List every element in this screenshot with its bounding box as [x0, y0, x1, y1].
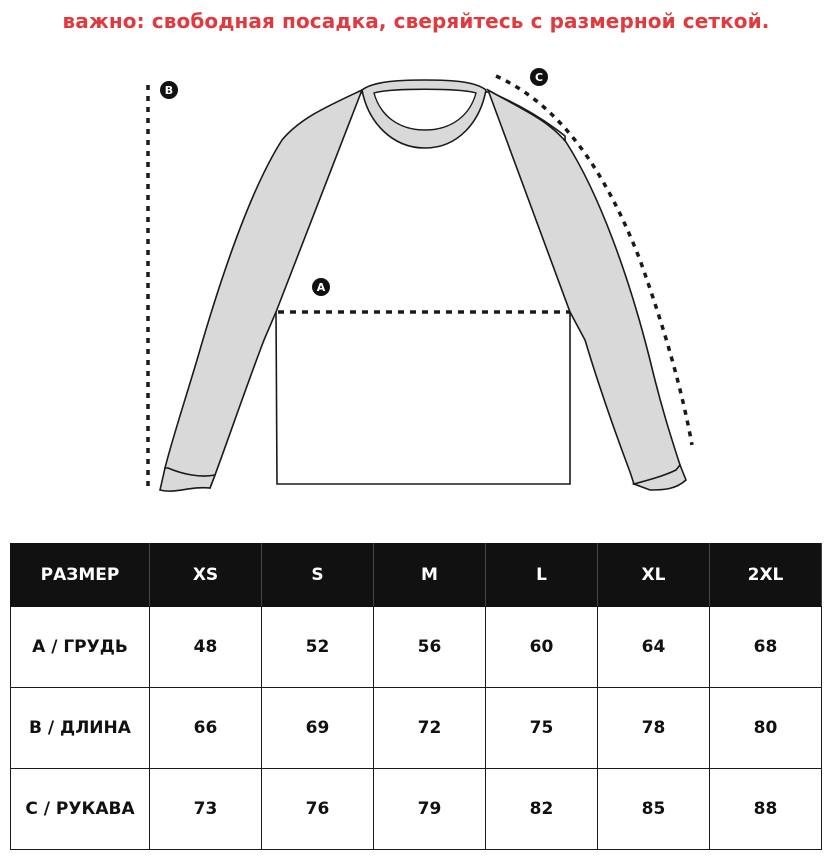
table-cell: 75	[486, 688, 598, 769]
table-cell: 48	[150, 607, 262, 688]
table-cell: 72	[374, 688, 486, 769]
row-label-sleeve: C / РУКАВА	[11, 769, 150, 850]
size-chart-table	[10, 543, 822, 850]
table-cell: 82	[486, 769, 598, 850]
marker-b	[160, 81, 178, 99]
table-cell: 85	[598, 769, 710, 850]
marker-a-label: A	[316, 281, 326, 294]
table-cell: 64	[598, 607, 710, 688]
size-header-row	[11, 544, 822, 607]
table-cell: 68	[710, 607, 822, 688]
header-size-s: S	[262, 544, 374, 607]
marker-c-label: C	[534, 71, 544, 84]
table-cell: 76	[262, 769, 374, 850]
table-cell: 66	[150, 688, 262, 769]
header-size-label: РАЗМЕР	[11, 544, 150, 607]
sweatshirt-diagram	[0, 60, 832, 500]
header-size-2xl: 2XL	[710, 544, 822, 607]
row-label-length: B / ДЛИНА	[11, 688, 150, 769]
header-size-xs: XS	[150, 544, 262, 607]
table-cell: 80	[710, 688, 822, 769]
marker-a	[312, 278, 330, 296]
table-cell: 88	[710, 769, 822, 850]
header-size-m: M	[374, 544, 486, 607]
fit-notice: важно: свободная посадка, сверяйтесь с размерной сеткой.	[62, 9, 770, 33]
table-cell: 79	[374, 769, 486, 850]
table-cell: 69	[262, 688, 374, 769]
table-cell: 60	[486, 607, 598, 688]
marker-c	[530, 68, 548, 86]
header-size-l: L	[486, 544, 598, 607]
row-label-chest: A / ГРУДЬ	[11, 607, 150, 688]
table-cell: 78	[598, 688, 710, 769]
table-cell: 73	[150, 769, 262, 850]
table-row	[11, 769, 822, 850]
header-size-xl: XL	[598, 544, 710, 607]
marker-b-label: B	[164, 84, 174, 97]
table-cell: 56	[374, 607, 486, 688]
table-cell: 52	[262, 607, 374, 688]
table-row	[11, 607, 822, 688]
table-row	[11, 688, 822, 769]
